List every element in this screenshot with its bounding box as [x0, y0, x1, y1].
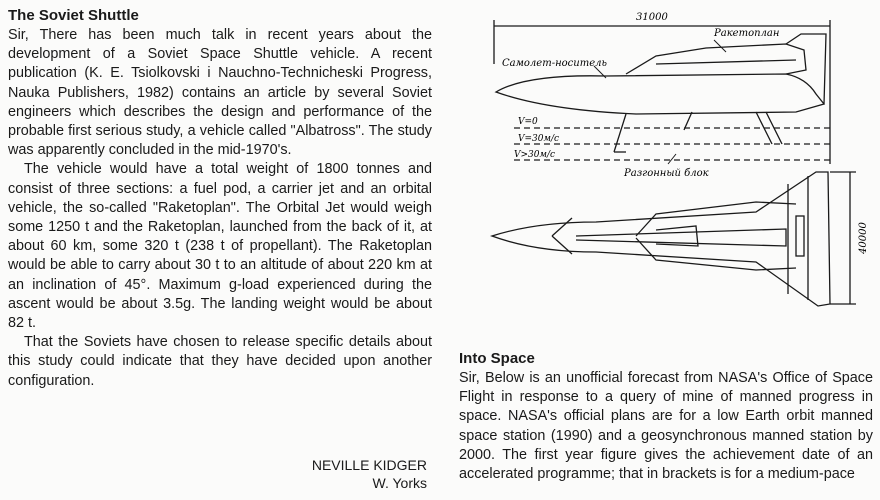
article-heading: The Soviet Shuttle [8, 7, 139, 24]
signature-place: W. Yorks [372, 475, 427, 491]
speed-gt30-label: V>30м/с [514, 150, 556, 160]
shuttle-drawing [456, 4, 876, 342]
article-into-space [459, 349, 873, 484]
dim-length-label: 31000 [636, 12, 668, 23]
article-heading: Into Space [459, 350, 535, 367]
booster-label: Разгонный блок [624, 168, 709, 179]
article-paragraph-1: Sir, There has been much talk in recent years about the development of a Soviet Space Shuttle vehicle. A recent publication (K. E. Tsiolkovski i Nauchno-Technicheski Progress, Nauka Publishers, 1982) contains an article by several Soviet engineers which describes the design and performance of the probable first serious study, a vehicle called "Albatross". The study was apparently concluded in the mid-1970's. [8, 27, 432, 159]
article-paragraph-1: Sir, Below is an unofficial forecast from NASA's Office of Space Flight in response to a query of mine of manned progress in space. NASA's official plans are for a low Earth orbit manned space station (1990) and a geosynchronous manned station by 2000. The first year figure gives the achievement date of an accelerated programme; that in brackets is for a medium-pace [459, 370, 873, 483]
article-paragraph-2: The vehicle would have a total weight of 1800 tonnes and consist of three sections: a fuel pod, a carrier jet and an orbital vehicle, the so-called "Raketoplan". The Orbital Jet would weigh some 1250 t and the Raketoplan, launched from the back of it, at about 60 km, some 320 t (238 t of propellant). The Raketoplan would be able to carry about 30 t to an altitude of about 220 km at an inclination of 45°. Maximum g-load experienced during the ascent would be about 3.5g. The landing weight would be about 82 t. [8, 161, 432, 332]
signature-name: NEVILLE KIDGER [311, 457, 427, 473]
speed-30-label: V=30м/с [518, 134, 560, 144]
carrier-label: Самолет-носитель [502, 58, 607, 69]
shuttle-schematic [456, 4, 876, 342]
speed-zero-label: V=0 [518, 117, 538, 127]
raketoplan-label: Ракетоплан [714, 28, 780, 39]
article-paragraph-3: That the Soviets have chosen to release specific details about this study could indicate that they have decided upon another configuration. [8, 334, 432, 389]
dim-span-label: 40000 [858, 222, 869, 254]
article-soviet-shuttle [8, 6, 432, 391]
